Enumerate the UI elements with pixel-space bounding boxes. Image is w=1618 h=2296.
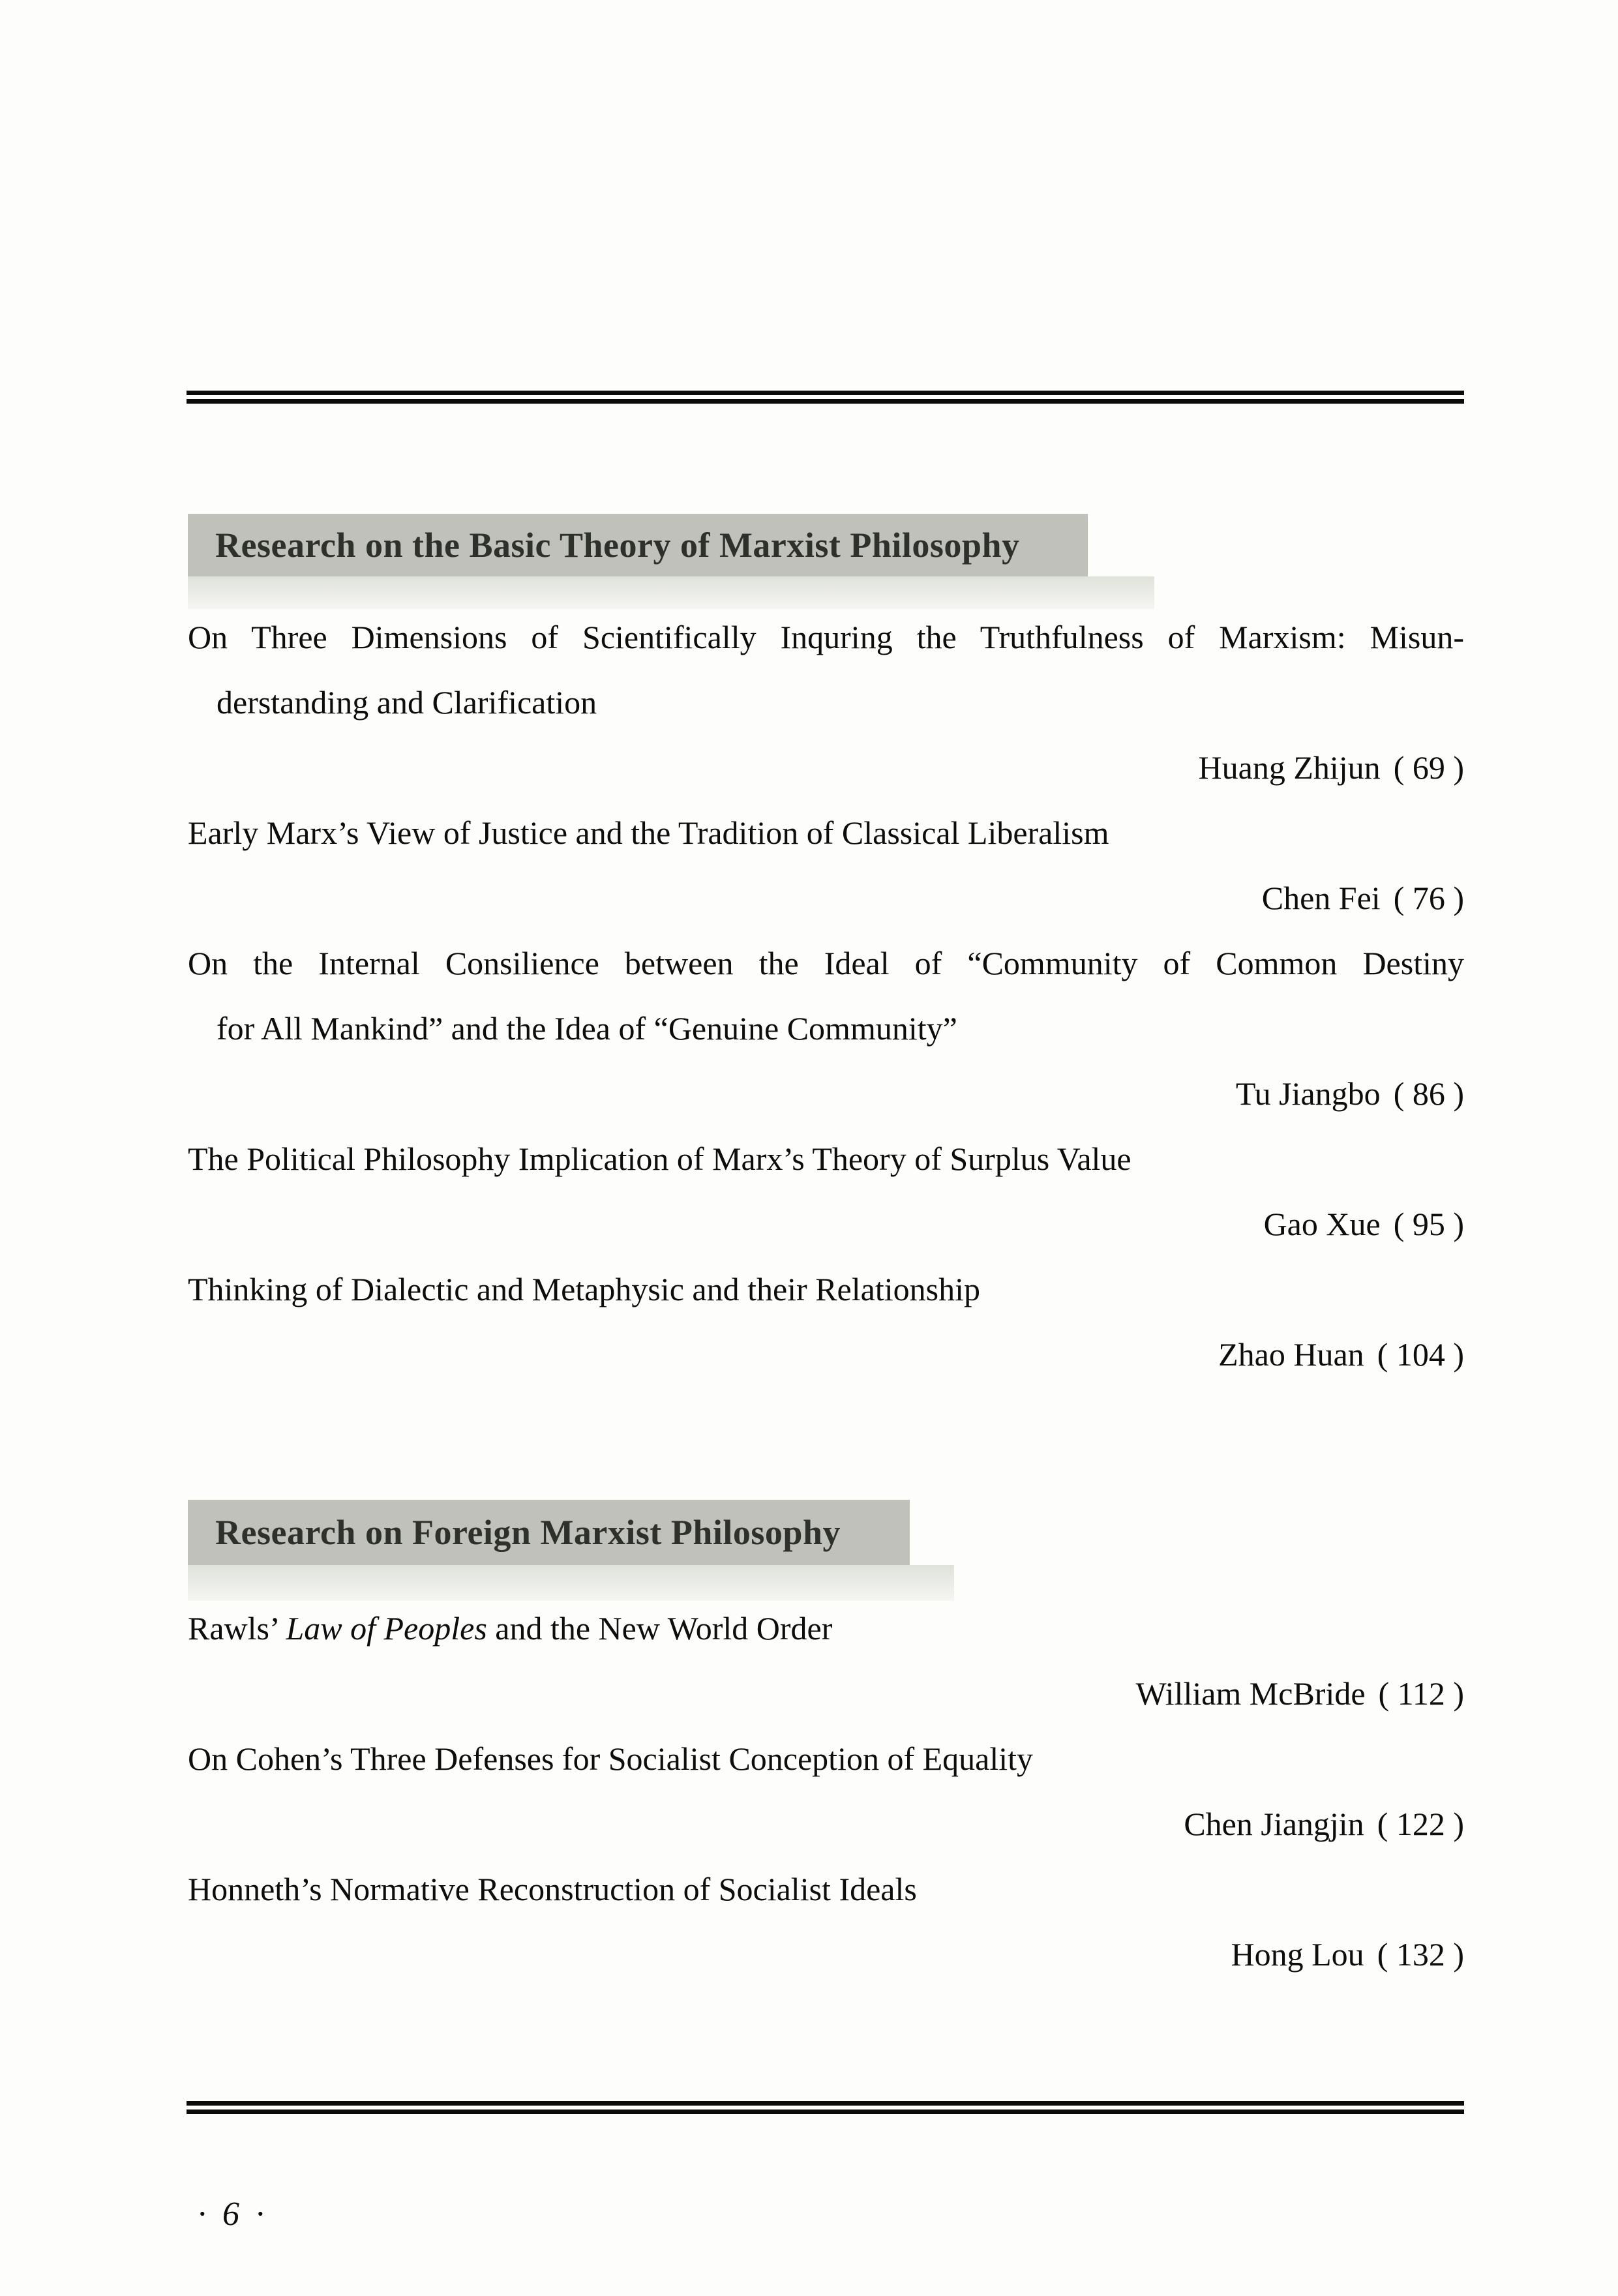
page-ref: ( 86 ) [1393, 1075, 1464, 1112]
author-name: Gao Xue [1263, 1206, 1381, 1242]
title-italic-text: Law of Peoples [286, 1610, 487, 1647]
entry-title-line [188, 1605, 1464, 1652]
top-double-rule [187, 391, 1464, 404]
author-name: Chen Fei [1261, 880, 1381, 916]
title-text: Rawls’ [188, 1610, 286, 1647]
entry-author-line [188, 1670, 1464, 1717]
entry-title-line: Honneth’s Normative Reconstruction of Socialist Ideals [188, 1871, 917, 1907]
entry-author-line [188, 1931, 1464, 1978]
entry-title-line: The Political Philosophy Implication of Marx’s Theory of Surplus Value [188, 1141, 1131, 1177]
page-ref: ( 76 ) [1393, 880, 1464, 916]
section-header-shadow [188, 576, 1154, 609]
entry-author-line [188, 874, 1464, 921]
page-ref: ( 104 ) [1377, 1336, 1464, 1373]
entry-author-line [188, 1331, 1464, 1378]
section-header-foreign-marxist: Research on Foreign Marxist Philosophy [188, 1500, 910, 1565]
entry-title-line: On the Internal Consilience between the Ideal of “Community of Common Destiny [188, 945, 1464, 981]
title-text: and the New World Order [487, 1610, 833, 1647]
entry-author-line [188, 744, 1464, 791]
author-name: Tu Jiangbo [1235, 1075, 1381, 1112]
bottom-double-rule [187, 2101, 1464, 2114]
author-name: Hong Lou [1231, 1936, 1364, 1973]
entry-author-line [188, 1800, 1464, 1847]
entry-author-line [188, 1200, 1464, 1247]
page-ref: ( 95 ) [1393, 1206, 1464, 1242]
entry-title-line: for All Mankind” and the Idea of “Genuine Community” [217, 1010, 957, 1047]
entry-title-line: Early Marx’s View of Justice and the Tradition of Classical Liberalism [188, 814, 1109, 851]
author-name: William McBride [1135, 1675, 1366, 1712]
section-header-shadow [188, 1565, 954, 1601]
entry-title-line: Thinking of Dialectic and Metaphysic and their Relationship [188, 1271, 980, 1307]
author-name: Huang Zhijun [1198, 749, 1381, 786]
entry-author-line [188, 1070, 1464, 1117]
page-ref: ( 132 ) [1377, 1936, 1464, 1973]
entry-title-line: derstanding and Clarification [217, 684, 597, 721]
section-header-basic-theory: Research on the Basic Theory of Marxist Philosophy [188, 514, 1088, 576]
entry-title-line: On Cohen’s Three Defenses for Socialist Conception of Equality [188, 1740, 1034, 1777]
page-ref: ( 112 ) [1378, 1675, 1464, 1712]
page-ref: ( 69 ) [1393, 749, 1464, 786]
page-number: · 6 · [198, 2196, 268, 2233]
page-ref: ( 122 ) [1377, 1806, 1464, 1842]
author-name: Zhao Huan [1218, 1336, 1364, 1373]
entry-title-line: On Three Dimensions of Scientifically Inquring the Truthfulness of Marxism: Misun- [188, 619, 1464, 655]
author-name: Chen Jiangjin [1184, 1806, 1364, 1842]
